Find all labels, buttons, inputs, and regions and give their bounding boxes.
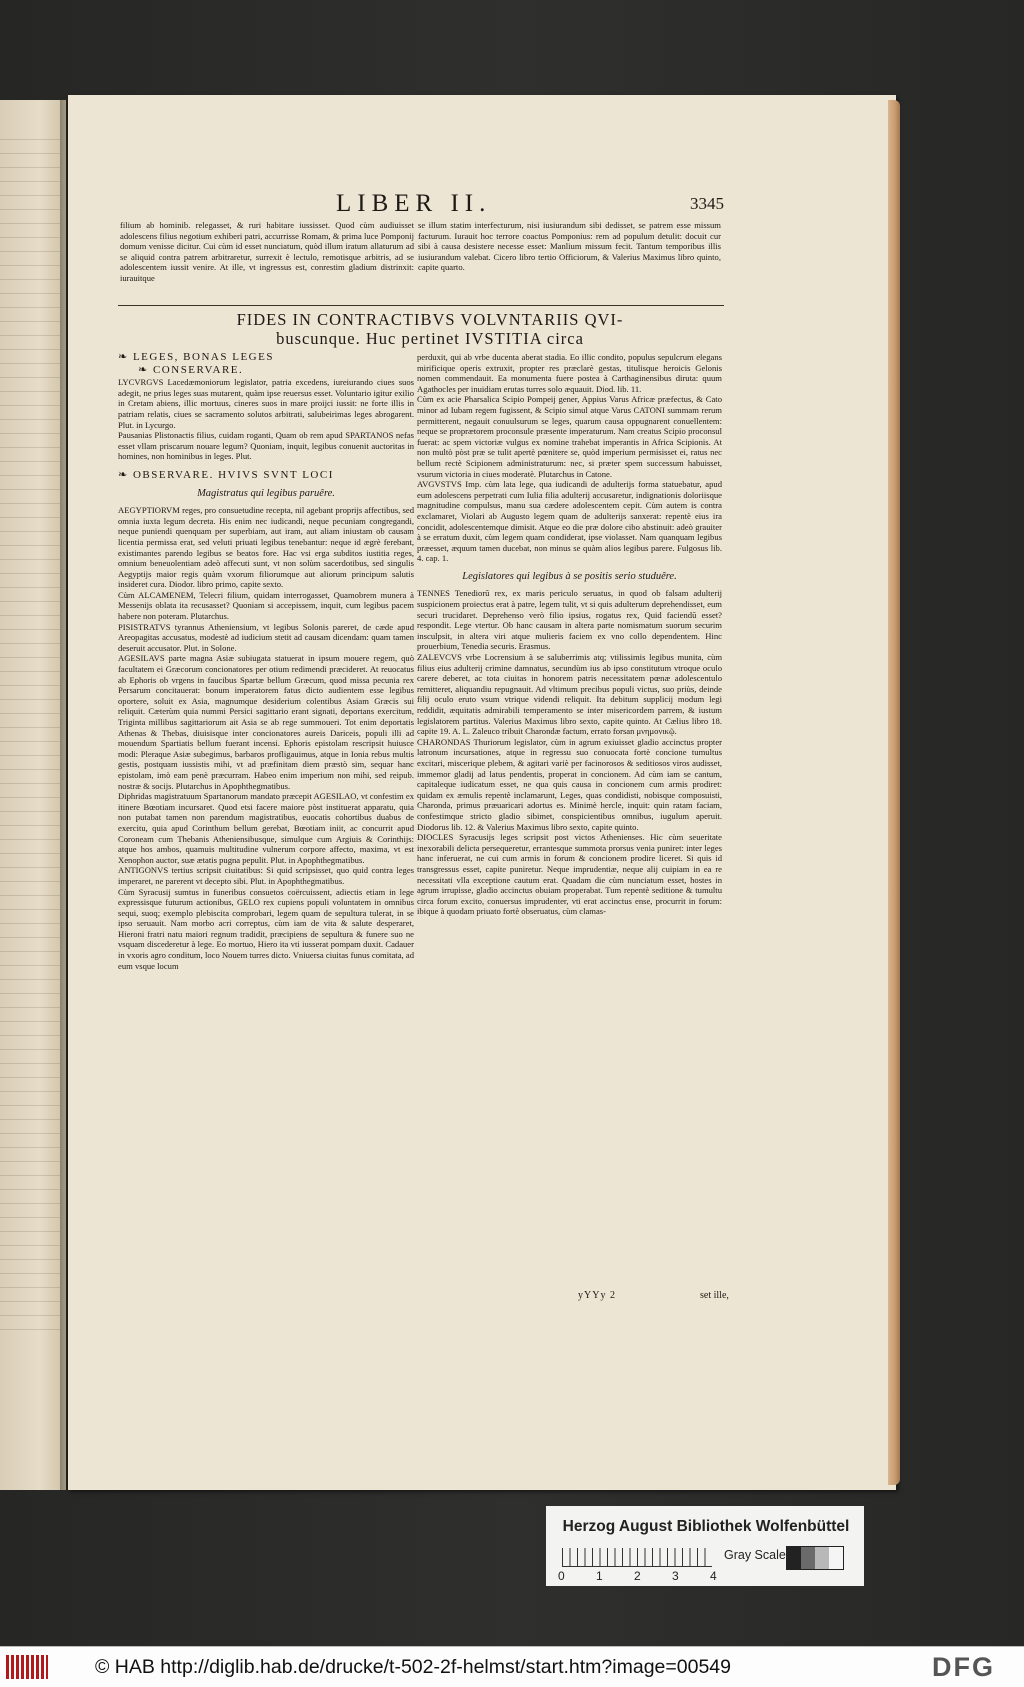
ruler-label: 0 (558, 1569, 565, 1583)
heading-obseruare: ❧ OBSERVARE. HVIVS SVNT LOCI (118, 468, 334, 481)
paragraph: AEGYPTIORVM reges, pro consuetudine recepta, nil agebant proprijs affectibus, sed omnia iuxta legum decreta. His enim nec iudicandi, neque pecuniam congregandi, neque puniendi quenquam per superbiam, aut iram, aut aliam iniustam ob causam licentia permissa erat, sed veluti priuati legibus tenebantur: neque id ægrè ferebant, existimantes parendo legibus se beatos fore. Hac vsi erga subditos iustitia reges, omnium beneuolentiam adeò affecuti sunt, vt non solùm sacerdotibus, sed singulis Aegyptijs maior regis quàm vxorum filiorumque aut aliorum principum salutis insideret cura. Diodor. libro primo, capite sexto. (118, 505, 414, 590)
paragraph: TENNES Tenediorū rex, ex maris periculo seruatus, in quod ob falsam adulterij suspicionem proiectus erat à patre, legem tulit, vt si quis adulterum deprehendisset, eum securi trucidaret. Deprehenso verò filio ipsius, rogatus rex, Quid faciendū esset? respondit. Lege vtertur. Ob hanc causam in altera parte nomismatum suorum securim insculpsit, in altera viri atque mulieris faciem ex vno collo dependentem. Hinc prouerbium, Tenedia securis. Erasmus. (417, 588, 722, 652)
signature-mark: yYYy 2 (578, 1290, 616, 1301)
heading-conseruare: ❧ CONSERVARE. (138, 363, 244, 376)
heading-leges: ❧ LEGES, BONAS LEGES (118, 351, 274, 363)
paragraph: PISISTRATVS tyrannus Atheniensium, vt legibus Solonis pareret, de cæde apud Areopagitas accusatus, modestè ad iudicium stetit ad causam dicendam: quam tamen deseruit accusator. Plut. in Solone. (118, 621, 414, 653)
subheading-magistratus: Magistratus qui legibus paruêre. (197, 487, 335, 499)
section-title (140, 310, 720, 348)
paragraph: Cùm Syracusij sumtus in funeribus consuetos coërcuissent, adiectis etiam in lege expressisque futurum actionibus, GELO rex cupiens populi voluntatem in omnibus sequi, suoq; exemplo plebiscita comprobari, legem quam de sepultura tulerat, in se ipso seruauit. Nam morbo acri correptus, cùm iam de vita & salute desperaret, Hieroni fratri natu maiori regnum tradidit, præcipiens de sepultura & funere suo ne vsquam discederetur à lege. Eo mortuo, Hiero ita vti iusserat pompam duxit. Cadauer in vxoris agro conditum, loco Nouem turres dicto. Vniuersa ciuitas funus comitata, ad eum vsque locum (118, 886, 414, 971)
paragraph: LYCVRGVS Lacedæmoniorum legislator, patria excedens, iureiurando ciues suos adegit, ne prius leges suas mutarent, quàm ipse reuersus esset. Voluntario igitur exilio in Cretam abiens, illic mortuus, cineres suos in mare proijci iussit: ne forte illis in patriam relatis, ciues se sacramento solutos arbitrati, salubeirimas leges abrogarent. Plut. in Lycurgo. (118, 377, 414, 430)
gray-scale-swatch (786, 1546, 844, 1570)
catchword: set ille, (700, 1290, 729, 1301)
ruler-baseline (562, 1566, 712, 1567)
ruler-label: 4 (710, 1569, 717, 1583)
ruler-label: 2 (634, 1569, 641, 1583)
top-left-paragraph (120, 220, 414, 284)
paragraph: ANTIGONVS tertius scripsit ciuitatibus: Si quid scripsisset, quo quid contra leges imperaret, ne parerent vt decepto sibi. Plut. in Apophthegmatibus. (118, 865, 414, 886)
paragraph: CHARONDAS Thuriorum legislator, cùm in agrum exiuisset gladio accinctus propter latronum incursationes, atque in regressu suo conuocata fortè concione tumultus excitari, miscerique plebem, & agitari variè per facinorosos & seditiosos viros audisset, immemor gladij ad latus pendentis, properat in concionem. Ad cùm iam se cantum, capitaleque iudicatum esset, ne qua quis causa in concionem cum armis prodiret: quidam ex æmulis repentè inclamarunt, Leges, quas condidisti, nobisque composuisti, Charonda, primus præuaricari adortus es. Minimè hercle, inquit: quin ratam faciam, confestimque stricto gladio sibimet, conspicientibus omnibus, iugulum aperuit. Diodorus lib. 12. & Valerius Maximus libro sexto, capite quinto. (417, 736, 722, 832)
footer-bar (0, 1646, 1024, 1687)
left-column (118, 350, 414, 971)
paragraph: Cùm ex acie Pharsalica Scipio Pompeij gener, Appius Varus Africæ præfectus, & Cato minor ad Iubam regem fugissent, & Scipio simul atque Varus CATONI summam rerum permitterent, negauit conuulsurum se leges, quarum causa oppugnarent conuellentem: neque se proprætorem proconsule præsente imperaturum. Nam creatus Scipio proconsul fuerat: ac spem victoriæ vulgus ex nomine trahebat imperantis in Africa Scipionis. At non multò pòst præ se tulit apertè pœnitere se, quòd imperium permisisset ei, ratus nec bellum rectè Scipionem administraturum: nec, si præter spem successum habuisset, vsurum victoria in ciues moderatè. Plutarchus in Catone. (417, 394, 722, 479)
hab-logo-icon (6, 1655, 48, 1679)
ruler-label: 3 (672, 1569, 679, 1583)
subheading-legislatores: Legislatores qui legibus à se positis serio studuêre. (462, 570, 677, 582)
color-calibration-card (546, 1506, 864, 1586)
dfg-logo: DFG (932, 1652, 995, 1682)
paragraph: se illum statim interfecturum, nisi iusiurandum sibi dedisset, se patrem esse missum facturum. Iurauit hoc terrore coactus Pomponius: rem ad populum detulit: docuit cur sibi à causa desistere necesse esset: Manlium missum fecit. Tantum temporibus illis iusiurandum valebat. Cicero libro tertio Officiorum, & Valerius Maximus libro quinto, capite quarto. (418, 220, 721, 273)
right-column (417, 352, 722, 917)
card-title: Herzog August Bibliothek Wolfenbüttel (562, 1518, 850, 1535)
gray-scale-label: Gray Scale (724, 1548, 786, 1562)
running-head: LIBER II. (336, 190, 492, 217)
page-number: 3345 (690, 194, 724, 213)
section-title-line: FIDES IN CONTRACTIBVS VOLVNTARIIS QVI- (236, 310, 624, 329)
section-title-line: buscunque. Huc pertinet IVSTITIA circa (276, 329, 584, 348)
ruler-label: 1 (596, 1569, 603, 1583)
footer-url[interactable]: © HAB http://diglib.hab.de/drucke/t-502-2f-helmst/start.htm?image=00549 (95, 1656, 731, 1678)
paragraph: Diphridas magistratuum Spartanorum mandato præcepit AGESILAO, vt confestim ex itinere Bœotiam incursaret. Quod etsi facere maiore pòst instituerat apparatu, quia non putabat tamen non parendum magistratibus, euocatis cohortibus duabus de exercitu, quia apud Corinthum bellum gerebat, Bœotiam iniit, ac concurrit apud Coroneam cum Thebanis Atheniensibusque, simulque cum Argiuis & Corinthijs: atque hos ambos, quamuis multitudine vulnerum corpore affecto, maxima, vt est Xenophon auctor, suæ ætatis pugna pepulit. Plut. in Apophthegmatibus. (118, 791, 414, 865)
paragraph: filium ab hominib. relegasset, & ruri habitare iussisset. Quod cùm audiuisset adolescens filius negotium exhiberi patri, accurrisse Romam, & prima luce Pomponij domum venisse dicitur. Cui cùm id esset nunciatum, quòd illum iratum allaturum ad se aliquid contra patrem arbitraretur, surrexit è lectulo, remotisque arbitris, ad se adolescentem iussit venire. At ille, vt ingressus est, conrestim gladium distrinxit: iurauitque (120, 220, 414, 283)
top-right-paragraph (418, 220, 721, 273)
page-edge (888, 100, 900, 1485)
cm-ruler (562, 1548, 712, 1566)
section-divider (118, 305, 724, 306)
paragraph: Cùm ALCAMENEM, Telecri filium, quidam interrogasset, Quamobrem munera à Messenijs oblata ita recusasset? Quoniam si accepissem, inquit, cum legibus pacem habere non poteram. Plutarchus. (118, 589, 414, 622)
paragraph: AGESILAVS parte magna Asiæ subiugata statuerat in ipsum mouere regem, quò facultatem ei Græcorum concionatores per otium redimendi præcideret. At reuocatus ab Ephoris ob vrgens in faucibus Spartæ bellum Græcum, quod missa pecunia rex Persarum concitauerat: bonum imperatorem fatus dicto audientem esse legibus oportere, soluit ex Asia, magnumque desiderium colentibus Asiam Græcis sui reliquit. Cæterùm quia nummi Persici sagittario erant signati, deportans exercitum, Triginta millibus sagittariorum ait Asia se ab rege summoueri. Tot enim deportatis Athenas & Thebas, diuisisque inter concionatores aureis Dariceis, populi illi ad mouendum Spartiatis bellum fuerant incensi. Ephoris epistolam rescripsit huiusce modi: Pleraque Asiæ subegimus, barbaros profligauimus, atque in Ionia rebus multis gestis, postquam iussistis mihi, vt ad præfinitam diem præstò sim, sequar hanc epistolam, imò eam penè præcurram. Habeo enim imperium non mihi, sed reipub. nostræ & socijs. Plutarchus in Apophthegmatibus. (118, 653, 414, 791)
paragraph: perduxit, qui ab vrbe ducenta aberat stadia. Eo illic condito, populus sepulcrum elegans mirificique operis extruxit, propter res præclarè gestas, titulisque heroicis Gelonis nomen commendauit. Ea monumenta fuere postea à Carthaginensibus diruta: quum Agathocles per inuidiam erutas turres solo æquauit. Diod. lib. 11. (417, 352, 722, 394)
paragraph: AVGVSTVS Imp. cùm lata lege, qua iudicandi de adulterijs forma statuebatur, apud eum adolescens perpetrati cum Iulia filia adulterij accusaretur, indignationis doloriisque magnitudine compulsus, manu sua cædere adolescentem cepit. Cùm autem is contra exclamaret, Violari ab Augusto legem quam de adulterijs sanxerat: repentè eius ira concidit, adolescentemque dimisit. Atque eo die præ dolore cibo abstinuit: adeò grauiter à se erratum duxit, cùm legem quam condiderat, ipse violasset. Nam quanquam legibus præesset, æquum tamen ducebat, non minus se quàm alios legibus parere. Fulgosus lib. 4. cap. 1. (417, 479, 722, 564)
paragraph: ZALEVCVS vrbe Locrensium à se saluberrimis atq; vtilissimis legibus munita, cùm filius eius adulterij crimine damnatus, secundùm ius ab ipso constitutum vtroque oculo carere deberet, ac tota ciuitas in honorem patris necessitatem pœnæ adolescentulo remitteret, aliquandiu repugnauit. Ad vltimum precibus populi victus, suo priùs, deinde filij oculo eruto vsum vtrique videndi reliquit. Ita debitum supplicij modum legi reddidit, æquitatis admirabili temperamento se inter misericordem parrem, & iustum legislatorem partitus. Valerius Maximus libro sexto, capite quinto. At Cælius libro 18. capite 19. A. L. Zaleuco tribuit Charondæ factum, errato forsan μνημονικῷ. (417, 652, 722, 737)
left-page-text-lines (0, 130, 60, 1330)
paragraph: Pausanias Plistonactis filius, cuidam roganti, Quam ob rem apud SPARTANOS nefas esset vllam priscarum nouare legum? Quoniam, inquit, legibus conuenit auctoritas in homines, non hominibus in leges. Plut. (118, 430, 414, 462)
paragraph: DIOCLES Syracusijs leges scripsit post victos Athenienses. Hic cùm seueritate inexorabili delicta persequeretur, errantesque summota prorsus venia puniret: inter leges hanc inferuerat, ne cui cum armis in forum & concionem prodire liceret. Si quis id transgressus esset, capite puniretur. Neque imprudentiæ, neque alij cuipiam in ea re necessitati vlla exceptione cautum erat. Quadam die cùm nunciatum esset, hostes in agrum irrupisse, gladio accinctus obuiam properabat. Tum repentè seditione & tumultu circa forum excito, conuersus imprudenter, vti erat accinctus ense, procurrit in forum: ibique à quodam priuato fortè obseruatus, cùm clamas- (417, 832, 722, 917)
